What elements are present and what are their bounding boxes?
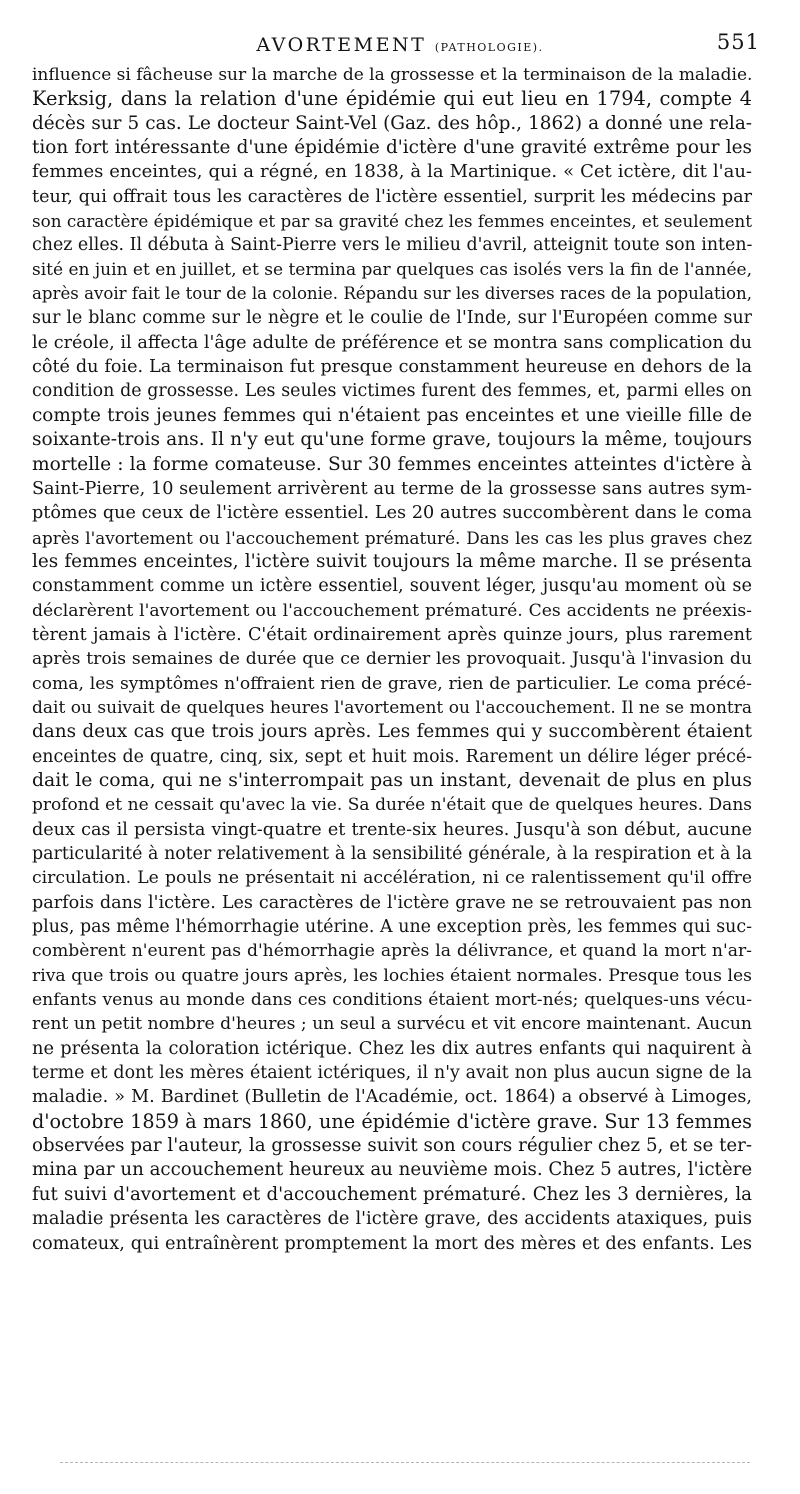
text-line: chez elles. Il débuta à Saint-Pierre vers le milieu d'avril, atteignit toute son inten- — [32, 235, 753, 256]
text-line: tion fort intéressante d'une épidémie d'ictère d'une gravité extrême pour les — [32, 137, 752, 159]
text-line: après avoir fait le tour de la colonie. Répandu sur les diverses races de la population, — [32, 284, 752, 304]
text-line: constamment comme un ictère essentiel, souvent léger, jusqu'au moment où se — [32, 575, 752, 597]
text-line: rent un petit nombre d'heures ; un seul a survécu et vit encore maintenant. Aucun — [32, 1014, 752, 1035]
text-line: comateux, qui entraînèrent promptement la mort des mères et des enfants. Les — [32, 1232, 752, 1254]
text-line: particularité à noter relativement à la sensibilité générale, à la respiration et à la — [32, 844, 752, 864]
text-line: déclarèrent l'avortement ou l'accouchement prématuré. Ces accidents ne préexis- — [32, 600, 752, 621]
text-line: son caractère épidémique et par sa gravité chez les femmes enceintes, et seulement — [32, 211, 752, 232]
text-line: dait le coma, qui ne s'interrompait pas un instant, devenait de plus en plus — [32, 769, 752, 791]
text-line: mortelle : la forme comateuse. Sur 30 femmes enceintes atteintes d'ictère à — [32, 453, 752, 475]
running-title — [0, 34, 800, 56]
running-head — [0, 16, 800, 56]
text-line: plus, pas même l'hémorrhagie utérine. A une exception près, les femmes qui suc- — [32, 917, 752, 938]
text-line: combèrent n'eurent pas d'hémorrhagie après la délivrance, et quand la mort n'ar- — [32, 941, 752, 962]
text-line: côté du foie. La terminaison fut presque constamment heureuse en dehors de la — [32, 357, 752, 378]
text-line: enfants venus au monde dans ces conditions étaient mort-nés; quelques-uns vécu- — [32, 990, 752, 1011]
page-number: 551 — [716, 30, 760, 54]
running-title-main: AVORTEMENT — [256, 34, 427, 56]
text-line: coma, les symptômes n'offraient rien de grave, rien de particulier. Le coma précé- — [32, 673, 752, 694]
text-line: terme et dont les mères étaient ictériques, il n'y avait non plus aucun signe de la — [32, 1063, 752, 1084]
text-line: mina par un accouchement heureux au neuvième mois. Chez 5 autres, l'ictère — [32, 1159, 753, 1181]
text-line: dait ou suivait de quelques heures l'avortement ou l'accouchement. Il ne se montra — [32, 697, 752, 718]
text-line: sur le blanc comme sur le nègre et le coulie de l'Inde, sur l'Européen comme sur — [32, 308, 752, 329]
text-line: ne présenta la coloration ictérique. Chez les dix autres enfants qui naquirent à — [32, 1037, 752, 1059]
text-line: profond et ne cessait qu'avec la vie. Sa durée n'était que de quelques heures. Dans — [32, 795, 752, 816]
text-line: soixante-trois ans. Il n'y eut qu'une forme grave, toujours la même, toujours — [32, 429, 752, 451]
text-line: enceintes de quatre, cinq, six, sept et huit mois. Rarement un délire léger précé- — [32, 746, 752, 767]
text-line: fut suivi d'avortement et d'accouchement prématuré. Chez les 3 dernières, la — [32, 1183, 752, 1205]
text-line: femmes enceintes, qui a régné, en 1838, à la Martinique. « Cet ictère, dit l'au- — [32, 161, 752, 183]
footer-rule — [60, 1462, 750, 1463]
text-line: maladie. » M. Bardinet (Bulletin de l'Académie, oct. 1864) a observé à Limoges, — [32, 1087, 752, 1108]
text-line: observées par l'auteur, la grossesse suivit son cours régulier chez 5, et se ter- — [32, 1135, 752, 1157]
text-line: Kerksig, dans la relation d'une épidémie qui eut lieu en 1794, compte 4 — [32, 87, 752, 111]
body-text — [32, 63, 752, 1256]
text-line: condition de grossesse. Les seules victimes furent des femmes, et, parmi elles on — [32, 381, 752, 402]
text-line: tèrent jamais à l'ictère. C'était ordinairement après quinze jours, plus rarement — [32, 624, 752, 645]
text-line: maladie présenta les caractères de l'ictère grave, des accidents ataxiques, puis — [32, 1208, 752, 1230]
text-line: d'octobre 1859 à mars 1860, une épidémie d'ictère grave. Sur 13 femmes — [32, 1109, 752, 1133]
text-line: Saint-Pierre, 10 seulement arrivèrent au terme de la grossesse sans autres sym- — [32, 478, 752, 499]
text-line: teur, qui offrait tous les caractères de l'ictère essentiel, surprit les médecins par — [32, 186, 752, 207]
text-line: après trois semaines de durée que ce dernier les provoquait. Jusqu'à l'invasion du — [32, 649, 752, 670]
text-line: décès sur 5 cas. Le docteur Saint-Vel (Gaz. des hôp., 1862) a donné une rela- — [32, 112, 752, 134]
text-line: le créole, il affecta l'âge adulte de préférence et se montra sans complication du — [32, 332, 752, 353]
text-line: après l'avortement ou l'accouchement prématuré. Dans les cas les plus graves chez — [32, 527, 752, 548]
text-line: circulation. Le pouls ne présentait ni accélération, ni ce ralentissement qu'il offre — [32, 868, 752, 889]
text-line: parfois dans l'ictère. Les caractères de l'ictère grave ne se retrouvaient pas non — [32, 892, 752, 913]
text-line: les femmes enceintes, l'ictère suivit toujours la même marche. Il se présenta — [32, 550, 752, 572]
text-line: compte trois jeunes femmes qui n'étaient pas enceintes et une vieille fille de — [32, 404, 752, 426]
text-line: riva que trois ou quatre jours après, les lochies étaient normales. Presque tous les — [32, 965, 752, 986]
text-line: sité en juin et en juillet, et se termina par quelques cas isolés vers la fin de l'année, — [32, 259, 752, 280]
running-title-sub: (PATHOLOGIE). — [434, 41, 544, 54]
text-line: influence si fâcheuse sur la marche de la grossesse et la terminaison de la maladie. — [32, 65, 753, 85]
text-line: deux cas il persista vingt-quatre et trente-six heures. Jusqu'à son début, aucune — [32, 819, 752, 840]
text-line: ptômes que ceux de l'ictère essentiel. Les 20 autres succombèrent dans le coma — [32, 503, 752, 524]
text-line: dans deux cas que trois jours après. Les femmes qui y succombèrent étaient — [32, 721, 752, 743]
